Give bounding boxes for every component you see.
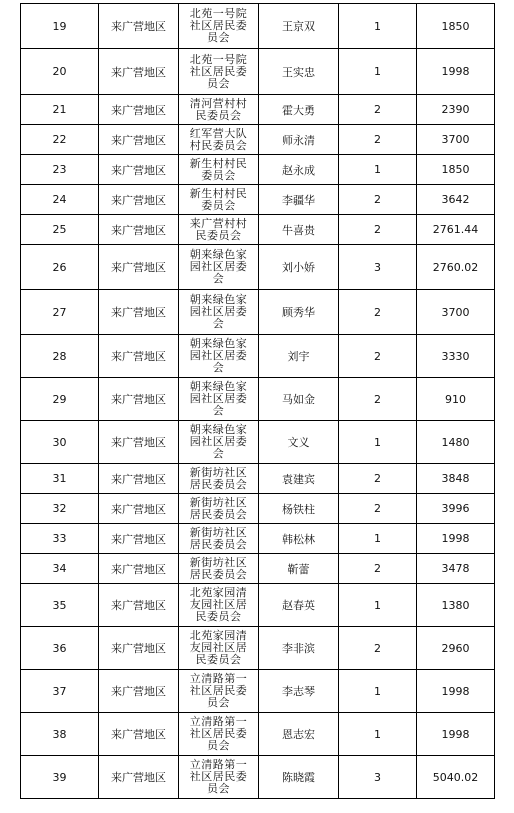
cell-count: 3 bbox=[339, 245, 417, 290]
cell-count: 1 bbox=[339, 670, 417, 713]
cell-community: 新街坊社区居民委员会 bbox=[179, 554, 259, 584]
cell-region: 来广营地区 bbox=[99, 4, 179, 49]
cell-count: 1 bbox=[339, 584, 417, 627]
cell-community: 朝来绿色家园社区居委会 bbox=[179, 378, 259, 421]
cell-number: 25 bbox=[21, 215, 99, 245]
cell-name: 刘小娇 bbox=[259, 245, 339, 290]
cell-amount: 1480 bbox=[417, 421, 495, 464]
cell-count: 2 bbox=[339, 378, 417, 421]
cell-community: 新街坊社区居民委员会 bbox=[179, 524, 259, 554]
cell-name: 师永清 bbox=[259, 125, 339, 155]
cell-name: 韩松林 bbox=[259, 524, 339, 554]
cell-region: 来广营地区 bbox=[99, 335, 179, 378]
cell-amount: 1850 bbox=[417, 4, 495, 49]
cell-region: 来广营地区 bbox=[99, 290, 179, 335]
table-row bbox=[21, 49, 495, 95]
cell-region: 来广营地区 bbox=[99, 421, 179, 464]
cell-count: 1 bbox=[339, 4, 417, 49]
cell-community: 朝来绿色家园社区居委会 bbox=[179, 421, 259, 464]
cell-amount: 1850 bbox=[417, 155, 495, 185]
cell-region: 来广营地区 bbox=[99, 245, 179, 290]
cell-community: 立清路第一社区居民委员会 bbox=[179, 713, 259, 756]
cell-number: 19 bbox=[21, 4, 99, 49]
cell-number: 26 bbox=[21, 245, 99, 290]
cell-number: 20 bbox=[21, 49, 99, 95]
cell-number: 36 bbox=[21, 627, 99, 670]
cell-community: 朝来绿色家园社区居委会 bbox=[179, 245, 259, 290]
cell-community: 新街坊社区居民委员会 bbox=[179, 464, 259, 494]
table-row bbox=[21, 185, 495, 215]
cell-number: 29 bbox=[21, 378, 99, 421]
cell-name: 杨铁柱 bbox=[259, 494, 339, 524]
cell-number: 34 bbox=[21, 554, 99, 584]
cell-community: 清河营村村民委员会 bbox=[179, 95, 259, 125]
cell-number: 21 bbox=[21, 95, 99, 125]
cell-amount: 3478 bbox=[417, 554, 495, 584]
cell-amount: 3848 bbox=[417, 464, 495, 494]
table-row bbox=[21, 290, 495, 335]
cell-amount: 2390 bbox=[417, 95, 495, 125]
cell-region: 来广营地区 bbox=[99, 185, 179, 215]
cell-name: 赵永成 bbox=[259, 155, 339, 185]
cell-region: 来广营地区 bbox=[99, 713, 179, 756]
cell-amount: 3996 bbox=[417, 494, 495, 524]
cell-community: 北苑家园清友园社区居民委员会 bbox=[179, 627, 259, 670]
cell-number: 38 bbox=[21, 713, 99, 756]
table-row bbox=[21, 4, 495, 49]
cell-community: 新生村村民委员会 bbox=[179, 185, 259, 215]
cell-count: 2 bbox=[339, 95, 417, 125]
cell-community: 立清路第一社区居民委员会 bbox=[179, 756, 259, 799]
cell-number: 37 bbox=[21, 670, 99, 713]
cell-amount: 1998 bbox=[417, 49, 495, 95]
cell-name: 顾秀华 bbox=[259, 290, 339, 335]
table-row bbox=[21, 670, 495, 713]
cell-count: 2 bbox=[339, 554, 417, 584]
cell-community: 北苑家园清友园社区居民委员会 bbox=[179, 584, 259, 627]
table-row bbox=[21, 125, 495, 155]
cell-name: 霍大勇 bbox=[259, 95, 339, 125]
table-row bbox=[21, 155, 495, 185]
cell-region: 来广营地区 bbox=[99, 494, 179, 524]
cell-name: 陈晓霞 bbox=[259, 756, 339, 799]
cell-amount: 2760.02 bbox=[417, 245, 495, 290]
cell-number: 31 bbox=[21, 464, 99, 494]
cell-count: 2 bbox=[339, 185, 417, 215]
cell-name: 袁建宾 bbox=[259, 464, 339, 494]
table-row bbox=[21, 494, 495, 524]
cell-region: 来广营地区 bbox=[99, 215, 179, 245]
cell-number: 39 bbox=[21, 756, 99, 799]
cell-count: 1 bbox=[339, 421, 417, 464]
cell-community: 北苑一号院社区居民委员会 bbox=[179, 49, 259, 95]
cell-count: 1 bbox=[339, 524, 417, 554]
cell-number: 24 bbox=[21, 185, 99, 215]
cell-number: 35 bbox=[21, 584, 99, 627]
cell-amount: 3700 bbox=[417, 125, 495, 155]
cell-number: 23 bbox=[21, 155, 99, 185]
cell-amount: 1380 bbox=[417, 584, 495, 627]
cell-community: 新街坊社区居民委员会 bbox=[179, 494, 259, 524]
cell-count: 2 bbox=[339, 494, 417, 524]
cell-name: 王实忠 bbox=[259, 49, 339, 95]
table-row bbox=[21, 756, 495, 799]
table-row bbox=[21, 421, 495, 464]
cell-count: 1 bbox=[339, 713, 417, 756]
cell-amount: 1998 bbox=[417, 670, 495, 713]
cell-amount: 2960 bbox=[417, 627, 495, 670]
cell-count: 2 bbox=[339, 335, 417, 378]
cell-community: 立清路第一社区居民委员会 bbox=[179, 670, 259, 713]
cell-region: 来广营地区 bbox=[99, 155, 179, 185]
cell-amount: 910 bbox=[417, 378, 495, 421]
table-row bbox=[21, 335, 495, 378]
table-row bbox=[21, 627, 495, 670]
cell-number: 30 bbox=[21, 421, 99, 464]
cell-name: 王京双 bbox=[259, 4, 339, 49]
cell-count: 1 bbox=[339, 49, 417, 95]
cell-count: 2 bbox=[339, 627, 417, 670]
cell-number: 22 bbox=[21, 125, 99, 155]
table-row bbox=[21, 464, 495, 494]
cell-amount: 5040.02 bbox=[417, 756, 495, 799]
cell-name: 李志琴 bbox=[259, 670, 339, 713]
cell-region: 来广营地区 bbox=[99, 627, 179, 670]
cell-count: 3 bbox=[339, 756, 417, 799]
cell-region: 来广营地区 bbox=[99, 95, 179, 125]
cell-count: 2 bbox=[339, 464, 417, 494]
table-row bbox=[21, 378, 495, 421]
cell-number: 28 bbox=[21, 335, 99, 378]
cell-region: 来广营地区 bbox=[99, 125, 179, 155]
cell-name: 靳蕾 bbox=[259, 554, 339, 584]
cell-count: 2 bbox=[339, 215, 417, 245]
cell-name: 马如金 bbox=[259, 378, 339, 421]
cell-name: 刘宇 bbox=[259, 335, 339, 378]
cell-region: 来广营地区 bbox=[99, 524, 179, 554]
allowance-table bbox=[20, 3, 495, 799]
cell-count: 2 bbox=[339, 125, 417, 155]
table-row bbox=[21, 524, 495, 554]
cell-number: 33 bbox=[21, 524, 99, 554]
table-row bbox=[21, 215, 495, 245]
cell-region: 来广营地区 bbox=[99, 49, 179, 95]
cell-name: 牛喜贵 bbox=[259, 215, 339, 245]
cell-name: 文义 bbox=[259, 421, 339, 464]
table-body bbox=[21, 4, 495, 799]
cell-region: 来广营地区 bbox=[99, 756, 179, 799]
table-row bbox=[21, 245, 495, 290]
cell-community: 红军营大队村民委员会 bbox=[179, 125, 259, 155]
cell-amount: 3700 bbox=[417, 290, 495, 335]
cell-name: 赵春英 bbox=[259, 584, 339, 627]
cell-community: 北苑一号院社区居民委员会 bbox=[179, 4, 259, 49]
cell-name: 李非滨 bbox=[259, 627, 339, 670]
cell-name: 恩志宏 bbox=[259, 713, 339, 756]
cell-count: 1 bbox=[339, 155, 417, 185]
cell-count: 2 bbox=[339, 290, 417, 335]
cell-amount: 1998 bbox=[417, 524, 495, 554]
cell-community: 朝来绿色家园社区居委会 bbox=[179, 335, 259, 378]
cell-amount: 1998 bbox=[417, 713, 495, 756]
cell-region: 来广营地区 bbox=[99, 554, 179, 584]
table-row bbox=[21, 95, 495, 125]
cell-name: 李疆华 bbox=[259, 185, 339, 215]
table-row bbox=[21, 554, 495, 584]
cell-amount: 3642 bbox=[417, 185, 495, 215]
cell-region: 来广营地区 bbox=[99, 378, 179, 421]
cell-region: 来广营地区 bbox=[99, 584, 179, 627]
cell-community: 朝来绿色家园社区居委会 bbox=[179, 290, 259, 335]
cell-amount: 3330 bbox=[417, 335, 495, 378]
cell-region: 来广营地区 bbox=[99, 670, 179, 713]
table-row bbox=[21, 713, 495, 756]
cell-community: 来广营村村民委员会 bbox=[179, 215, 259, 245]
cell-number: 27 bbox=[21, 290, 99, 335]
cell-number: 32 bbox=[21, 494, 99, 524]
cell-region: 来广营地区 bbox=[99, 464, 179, 494]
cell-community: 新生村村民委员会 bbox=[179, 155, 259, 185]
cell-amount: 2761.44 bbox=[417, 215, 495, 245]
table-row bbox=[21, 584, 495, 627]
